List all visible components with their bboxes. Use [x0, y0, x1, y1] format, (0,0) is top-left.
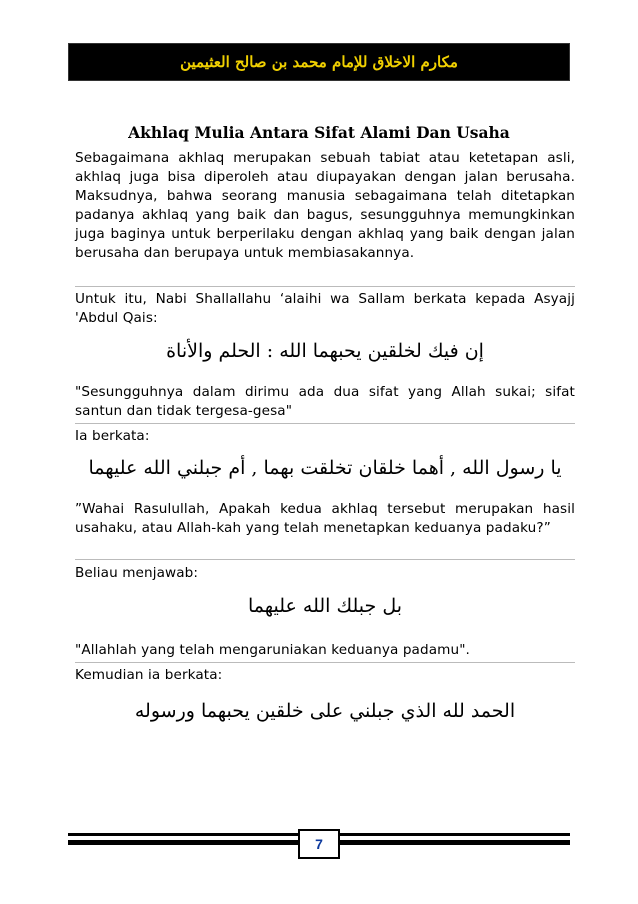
paragraph-divider [75, 286, 575, 287]
paragraph-then-he-said: Kemudian ia berkata: [75, 667, 223, 683]
section-heading: Akhlaq Mulia Antara Sifat Alami Dan Usaha [128, 123, 510, 142]
paragraph-he-answered: Beliau menjawab: [75, 565, 199, 581]
arabic-hadith-4: الحمد لله الذي جبلني على خلقين يحبهما ورسوله [134, 700, 516, 722]
paragraph-intro: Sebagaimana akhlaq merupakan sebuah tabiat atau ketetapan asli, akhlaq juga bisa diperoleh atau diupayakan dengan jalan berusaha. Maksudnya, bahwa seorang manusia sebagaimana telah ditetapkan padanya akhlaq yang baik dan bagus, sesungguhnya memungkinkan juga baginya untuk berperilaku dengan akhlaq yang baik dengan jalan berusaha dan berupaya untuk membiasakannya. [75, 150, 575, 261]
page-number: 7 [298, 829, 340, 859]
arabic-hadith-3: بل جبلك الله عليهما [247, 595, 402, 617]
paragraph-translation-1: "Sesungguhnya dalam dirimu ada dua sifat yang Allah sukai; sifat santun dan tidak tergesa-gesa" [75, 384, 575, 419]
paragraph-prophet-saying: Untuk itu, Nabi Shallallahu ‘alaihi wa Sallam berkata kepada Asyajj 'Abdul Qais: [75, 291, 575, 326]
header-title: مكارم الاخلاق للإمام محمد بن صالح العثيمين [180, 53, 458, 71]
paragraph-he-said: Ia berkata: [75, 428, 150, 444]
paragraph-translation-2: ”Wahai Rasulullah, Apakah kedua akhlaq tersebut merupakan hasil usahaku, atau Allah-kah yang telah menetapkan keduanya padaku?” [75, 501, 575, 536]
paragraph-divider [75, 559, 575, 560]
paragraph-divider [75, 662, 575, 663]
arabic-hadith-2: يا رسول الله , أهما خلقان تخلقت بهما , أم جبلني الله عليهما [88, 457, 562, 479]
paragraph-translation-3: "Allahlah yang telah mengaruniakan keduanya padamu". [75, 642, 470, 658]
running-header [68, 43, 570, 81]
paragraph-divider [75, 423, 575, 424]
arabic-hadith-1: إن فيك لخلقين يحبهما الله : الحلم والأناة [166, 340, 484, 362]
